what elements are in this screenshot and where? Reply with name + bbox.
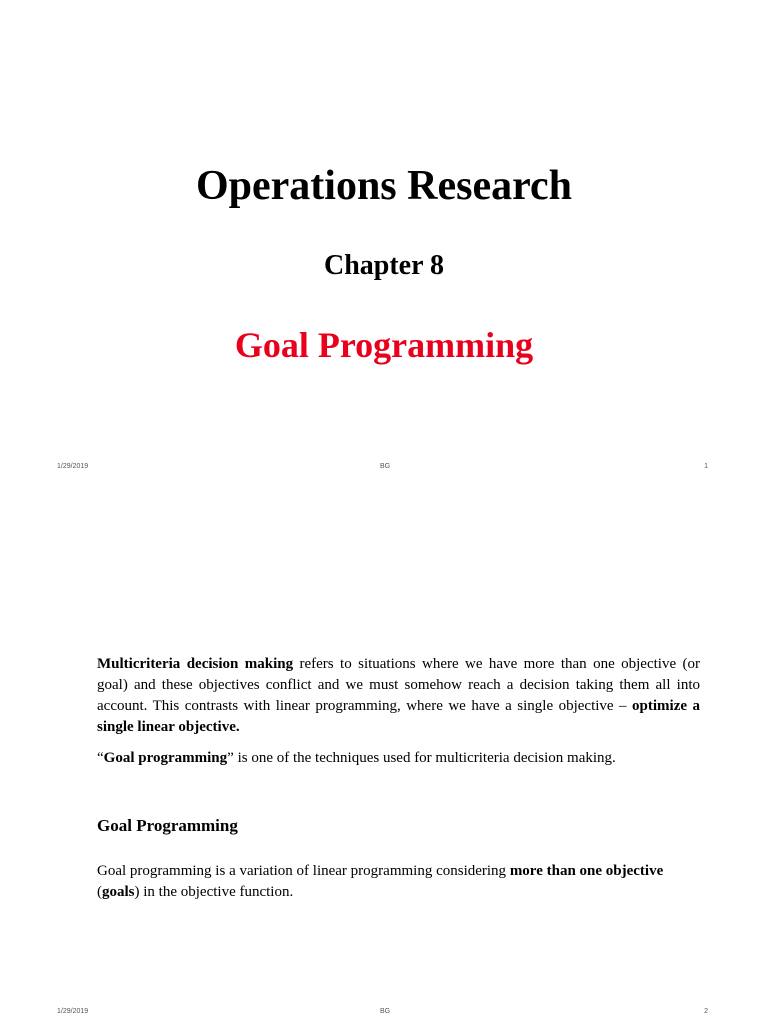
bold-term: Goal programming <box>103 750 228 766</box>
text-run: ” is one of the techniques used for multicriteria decision making. <box>227 750 616 766</box>
slide-footer <box>0 1006 768 1018</box>
slide-title: Operations Research <box>195 163 572 209</box>
footer-author: BG <box>380 1008 391 1015</box>
bold-term: goals <box>102 884 135 900</box>
bold-term: optimize a single linear objective. <box>97 698 700 735</box>
slide-2 <box>0 512 768 1024</box>
slide-footer <box>0 461 768 473</box>
paragraph-multicriteria <box>97 654 700 738</box>
text-run: “ <box>97 750 104 766</box>
footer-page-number: 2 <box>704 1008 708 1015</box>
footer-author: BG <box>380 463 391 470</box>
text-run: Goal programming is a variation of linear programming considering <box>97 863 510 879</box>
bold-term: Multicriteria decision making <box>97 656 294 672</box>
text-run: ) in the objective function. <box>134 884 294 900</box>
text-run: ( <box>97 884 102 900</box>
section-heading: Goal Programming <box>97 816 238 835</box>
chapter-label: Chapter 8 <box>323 250 445 281</box>
topic-heading: Goal Programming <box>234 325 534 365</box>
footer-date: 1/29/2019 <box>57 463 89 470</box>
paragraph-definition <box>97 861 700 903</box>
footer-page-number: 1 <box>704 463 708 470</box>
text-run: refers to situations where we have more than one objective (or goal) and these objectives conflict and we must somehow reach a decision taking them all into account. This contrasts with linear programming, where we have a single objective – <box>97 656 700 714</box>
footer-date: 1/29/2019 <box>57 1008 89 1015</box>
paragraph-goal-programming <box>97 748 700 769</box>
bold-term: more than one objective <box>509 863 664 879</box>
